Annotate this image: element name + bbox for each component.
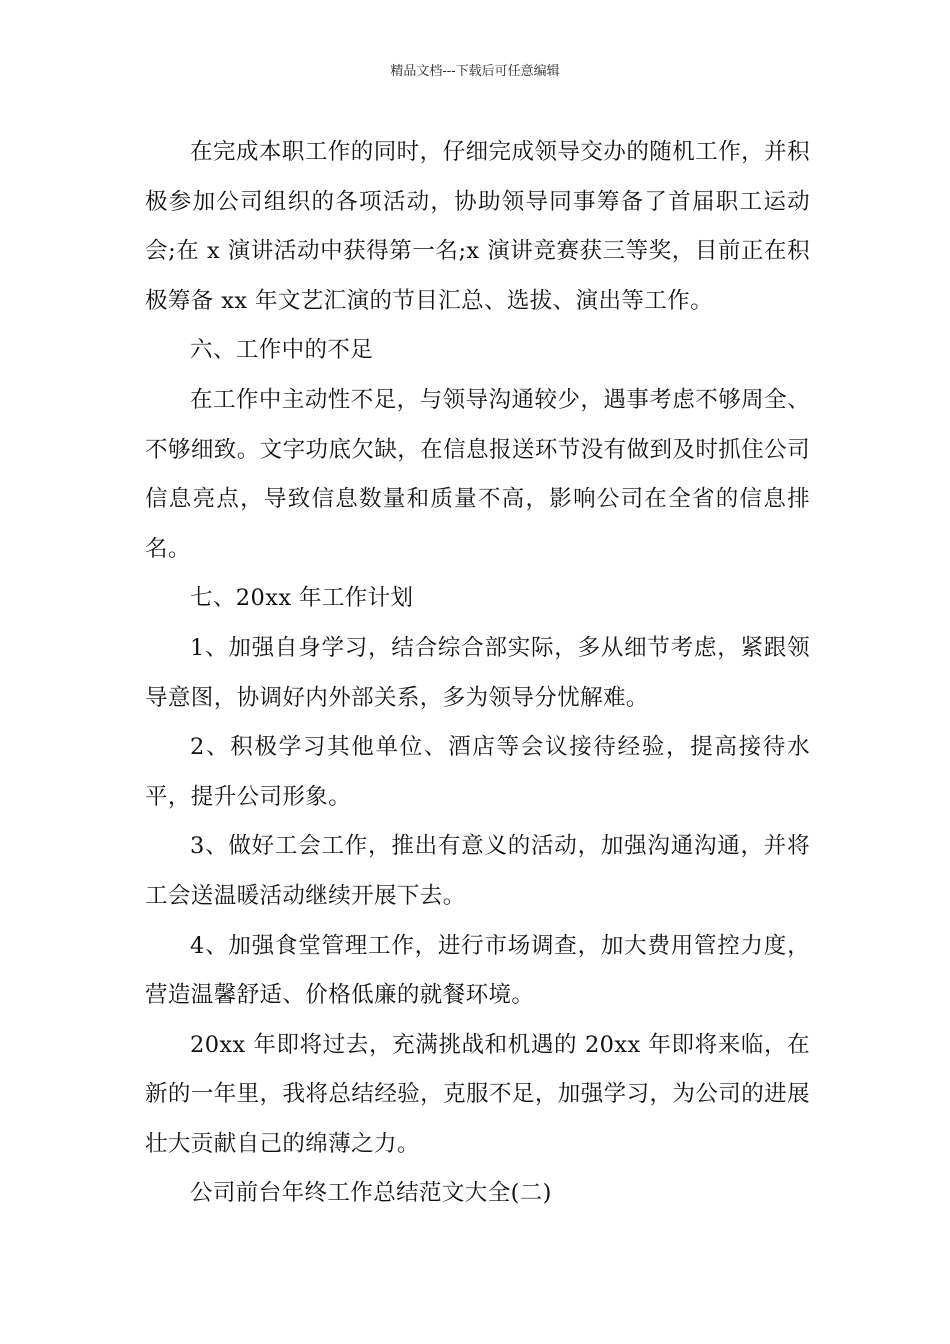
page-header: 精品文档---下载后可任意编辑 — [390, 64, 560, 79]
plan-item-1: 1、加强自身学习，结合综合部实际，多从细节考虑，紧跟领导意图，协调好内外部关系，多为领导分忧解难。 — [145, 634, 810, 711]
plan-item-2: 2、积极学习其他单位、酒店等会议接待经验，提高接待水平，提升公司形象。 — [145, 734, 810, 810]
plan-item-4: 4、加强食堂管理工作，进行市场调查，加大费用管控力度，营造温馨舒适、价格低廉的就餐环境。 — [145, 932, 810, 1009]
document-body — [145, 128, 810, 1219]
section-heading-shortcomings: 六、工作中的不足 — [190, 337, 374, 364]
paragraph-conclusion: 20xx 年即将过去，充满挑战和机遇的 20xx 年即将来临，在新的一年里，我将总结经验，克服不足，加强学习，为公司的进展壮大贡献自己的绵薄之力。 — [145, 1031, 810, 1157]
next-article-title: 公司前台年终工作总结范文大全(二) — [190, 1180, 552, 1207]
paragraph-activities: 在完成本职工作的同时，仔细完成领导交办的随机工作，并积极参加公司组织的各项活动，协助领导同事筹备了首届职工运动会;在 x 演讲活动中获得第一名;x 演讲竞赛获三等奖，目前正在积极筹备 xx 年文艺汇演的节目汇总、选拔、演出等工作。 — [145, 139, 810, 314]
paragraph-shortcomings: 在工作中主动性不足，与领导沟通较少，遇事考虑不够周全、不够细致。文字功底欠缺，在信息报送环节没有做到及时抓住公司信息亮点，导致信息数量和质量不高，影响公司在全省的信息排名。 — [145, 386, 810, 562]
section-heading-work-plan: 七、20xx 年工作计划 — [190, 585, 414, 612]
plan-item-3: 3、做好工会工作，推出有意义的活动，加强沟通沟通，并将工会送温暖活动继续开展下去。 — [145, 833, 810, 909]
